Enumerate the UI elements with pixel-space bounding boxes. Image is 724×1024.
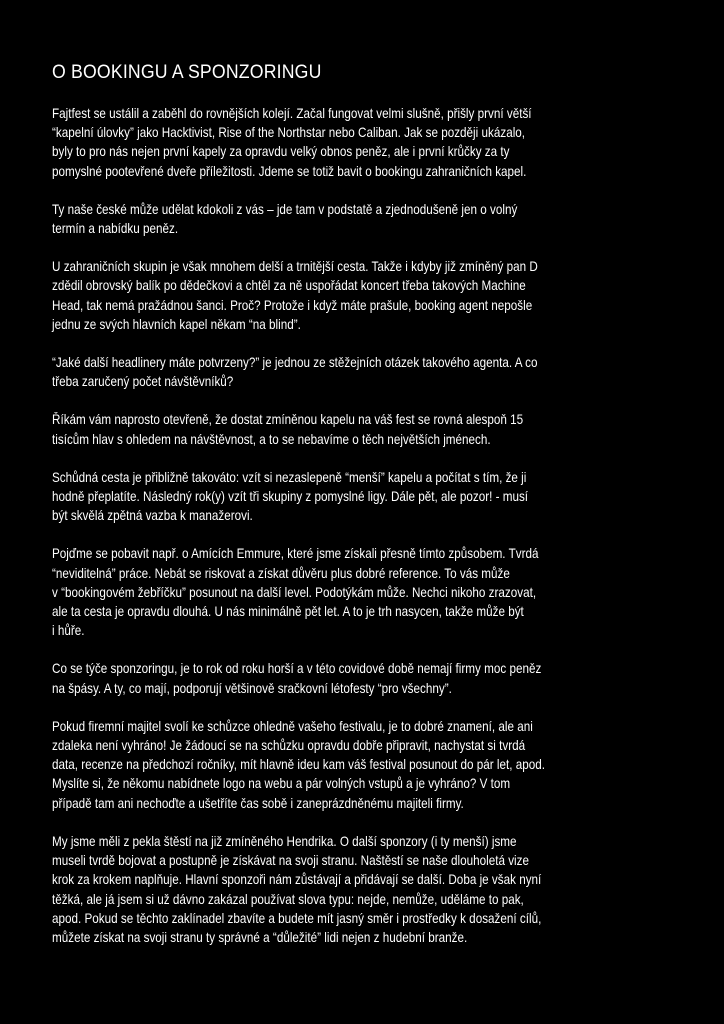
text-line: Head, tak nemá pražádnou šanci. Proč? Protože i když máte prašule, booking agent nepošle	[52, 297, 533, 313]
text-line: byly to pro nás nejen první kapely za opravdu velký obnos peněz, ale i první krůčky za ty	[52, 144, 510, 160]
text-line: museli tvrdě bojovat a postupně je získávat na svoji stranu. Naštěstí se naše dlouholetá vize	[52, 853, 529, 869]
paragraph	[52, 353, 692, 391]
text-line: U zahraničních skupin je však mnohem delší a trnitější cesta. Takže i kdyby již zmíněný pan D	[52, 259, 538, 275]
paragraph	[52, 257, 692, 334]
text-line: na špásy. A ty, co mají, podporují většinově sračkovní létofesty “pro všechny”.	[52, 680, 452, 696]
text-line: jednu ze svých hlavních kapel někam “na blind”.	[52, 316, 301, 332]
text-line: “neviditelná” práce. Nebát se riskovat a získat důvěru plus dobré reference. To vás může	[52, 565, 510, 581]
text-line: třeba zaručený počet návštěvníků?	[52, 374, 234, 390]
text-line: zdaleka není vyhráno! Je žádoucí se na schůzku opravdu dobře připravit, nachystat si tvrdá	[52, 738, 526, 754]
text-line: být skvělá zpětná vazba k manažerovi.	[52, 508, 253, 524]
text-line: zdědil obrovský balík po dědečkovi a chtěl za ně uspořádat koncert třeba takových Machine	[52, 278, 526, 294]
text-line: Myslíte si, že někomu nabídnete logo na webu a pár volných vstupů a je vyhráno? V tom	[52, 776, 511, 792]
text-line: krok za krokem naplňuje. Hlavní sponzoři nám zůstávají a přidávají se další. Doba je však nyní	[52, 872, 542, 888]
paragraph	[52, 717, 692, 813]
text-line: těžká, ale já jsem si už dávno zakázal používat slova typu: nejde, nemůže, uděláme to pak,	[52, 891, 524, 907]
paragraph	[52, 410, 692, 448]
text-line: Co se týče sponzoringu, je to rok od roku horší a v této covidové době nemají firmy moc peněz	[52, 661, 542, 677]
text-line: Říkám vám naprosto otevřeně, že dostat zmíněnou kapelu na váš fest se rovná alespoň 15	[52, 412, 524, 428]
text-line: hodně přeplatíte. Následný rok(y) vzít tři skupiny z pomyslné ligy. Dále pět, ale pozor! - musí	[52, 489, 529, 505]
text-line: Pojďme se pobavit např. o Amících Emmure, které jsme získali přesně tímto způsobem. Tvrdá	[52, 546, 539, 562]
text-line: můžete získat na svoji stranu ty správné a “důležité” lidi nejen z hudební branže.	[52, 929, 468, 945]
text-line: tisícům hlav s ohledem na návštěvnost, a to se nebavíme o těch největších jménech.	[52, 431, 491, 447]
text-line: případě tam ani nechoďte a ušetříte čas sobě i zaneprázdněnému majiteli firmy.	[52, 795, 464, 811]
paragraph	[52, 832, 692, 947]
text-line: v “bookingovém žebříčku” posunout na další level. Podotýkám může. Nechci nikoho zrazovat,	[52, 584, 537, 600]
text-line: pomyslné pootevřené dveře příležitosti. Jdeme se totiž bavit o bookingu zahraničních kapel.	[52, 163, 527, 179]
text-line: “Jaké další headlinery máte potvrzeny?” je jednou ze stěžejních otázek takového agenta. A co	[52, 355, 538, 371]
paragraph	[52, 544, 692, 640]
text-line: Schůdná cesta je přibližně takováto: vzít si nezaslepeně “menší” kapelu a počítat s tím, že ji	[52, 469, 527, 485]
text-line: Ty naše české může udělat kdokoli z vás – jde tam v podstatě a zjednodušeně jen o volný	[52, 201, 518, 217]
text-line: “kapelní úlovky” jako Hacktivist, Rise of the Northstar nebo Caliban. Jak se později ukázalo,	[52, 125, 526, 141]
text-line: ale ta cesta je opravdu dlouhá. U nás minimálně pět let. A to je trh nasycen, takže může být	[52, 604, 524, 620]
page-title: O BOOKINGU A SPONZORINGU	[52, 62, 322, 83]
paragraph	[52, 659, 692, 697]
text-line: My jsme měli z pekla štěstí na již zmíněného Hendrika. O další sponzory (i ty menší) jsme	[52, 833, 517, 849]
article-body	[52, 104, 692, 947]
text-line: i hůře.	[52, 623, 85, 639]
document-page	[52, 60, 692, 966]
text-line: apod. Pokud se těchto zaklínadel zbavíte a budete mít jasný směr i prostředky k dosažení cílů,	[52, 910, 542, 926]
paragraph	[52, 200, 692, 238]
text-line: Pokud firemní majitel svolí ke schůzce ohledně vašeho festivalu, je to dobré znamení, ale ani	[52, 718, 533, 734]
text-line: data, recenze na předchozí ročníky, mít hlavně ideu kam váš festival posunout do pár let, apod.	[52, 757, 546, 773]
paragraph	[52, 104, 692, 181]
text-line: termín a nabídku peněz.	[52, 221, 179, 237]
text-line: Fajtfest se ustálil a zaběhl do rovnějších kolejí. Začal fungovat velmi slušně, přišly první větší	[52, 106, 532, 121]
paragraph	[52, 468, 692, 526]
